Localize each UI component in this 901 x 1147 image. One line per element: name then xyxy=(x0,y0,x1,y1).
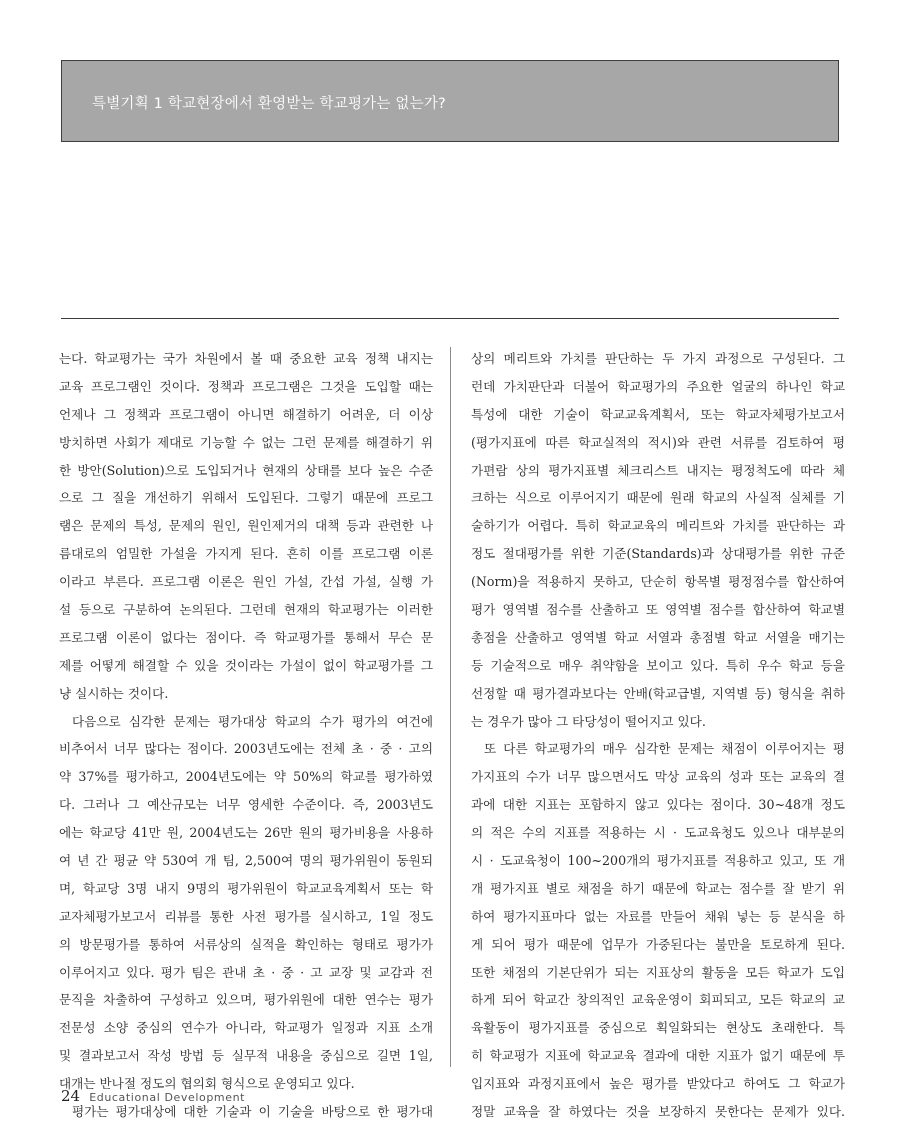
body-text-line: 특성에 대한 기술이 학교교육계획서, 또는 학교자체평가보고서 xyxy=(471,406,845,422)
body-text-line: 에는 학교당 41만 원, 2004년도는 26만 원의 평가비용을 사용하 xyxy=(59,825,433,841)
body-text-line: 평가는 평가대상에 대한 기술과 이 기술을 바탕으로 한 평가대 xyxy=(72,1104,433,1120)
body-text-line: 총점을 산출하고 영역별 학교 서열과 총점별 학교 서열을 매기는 xyxy=(471,629,845,645)
body-text-line: 게 되어 평가 때문에 업무가 가중된다는 불만을 토로하게 된다. xyxy=(471,936,845,952)
feature-header-box xyxy=(61,60,839,142)
body-text-line: 또 다른 학교평가의 매우 심각한 문제는 채점이 이루어지는 평 xyxy=(484,741,845,757)
body-text-line: 램은 문제의 특성, 문제의 원인, 원인제거의 대책 등과 관련한 나 xyxy=(59,518,433,534)
body-text-line: 정도 절대평가를 위한 기준(Standards)과 상대평가를 위한 규준 xyxy=(471,546,845,562)
body-text-line: 상의 메리트와 가치를 판단하는 두 가지 과정으로 구성된다. 그 xyxy=(471,351,845,366)
body-text-line: 의 방문평가를 통하여 서류상의 실적을 확인하는 형태로 평가가 xyxy=(59,936,433,952)
body-text-line: 선정할 때 평가결과보다는 안배(학교급별, 지역별 등) 형식을 취하 xyxy=(471,685,845,701)
body-text-line: 및 결과보고서 작성 방법 등 실무적 내용을 중심으로 길면 1일, xyxy=(59,1048,433,1064)
section-divider-rule xyxy=(61,318,839,319)
body-text-line: 언제나 그 정책과 프로그램이 아니면 해결하기 어려운, 더 이상 xyxy=(59,406,433,422)
body-text-line: 정말 교육을 잘 하였다는 것을 보장하지 못한다는 문제가 있다. xyxy=(471,1104,845,1120)
body-text-line: 육활동이 평가지표를 중심으로 획일화되는 현상도 초래한다. 특 xyxy=(471,1020,845,1036)
body-text-line: 는 경우가 많아 그 타당성이 떨어지고 있다. xyxy=(471,713,706,729)
body-text-line: 이루어지고 있다. 평가 팀은 관내 초 · 중 · 고 교장 및 교감과 전 xyxy=(59,964,433,980)
body-text-line: 프로그램 이론이 없다는 점이다. 즉 학교평가를 통해서 무슨 문 xyxy=(59,629,433,645)
body-text-line: 설 등으로 구분하여 논의된다. 그런데 현재의 학교평가는 이러한 xyxy=(59,602,433,618)
body-text-line: 대개는 반나절 정도의 협의회 형식으로 운영되고 있다. xyxy=(59,1076,355,1092)
body-text-line: 으로 그 질을 개선하기 위해서 도입된다. 그렇기 때문에 프로그 xyxy=(59,490,433,506)
body-text-line: 크하는 식으로 이루어지기 때문에 원래 학교의 사실적 실체를 기 xyxy=(471,490,845,506)
body-text-line: 가지표의 수가 너무 많으면서도 막상 교육의 성과 또는 교육의 결 xyxy=(471,769,845,785)
body-text-line: 여 년 간 평균 약 530여 개 팀, 2,500여 명의 평가위원이 동원되 xyxy=(59,853,433,869)
body-text-line: 시 · 도교육청이 100~200개의 평가지표를 적용하고 있고, 또 개 xyxy=(471,853,845,869)
body-text-line: 교육 프로그램인 것이다. 정책과 프로그램은 그것을 도입할 때는 xyxy=(59,378,433,394)
column-divider xyxy=(450,347,451,1067)
body-text-line: 하게 되어 학교간 창의적인 교육운영이 회피되고, 모든 학교의 교 xyxy=(471,992,845,1008)
body-text-line: 교자체평가보고서 리뷰를 통한 사전 평가를 실시하고, 1일 정도 xyxy=(59,908,433,924)
body-text-line: 문직을 차출하여 구성하고 있으며, 평가위원에 대한 연수는 평가 xyxy=(59,992,433,1008)
body-text-line: 가편람 상의 평가지표별 체크리스트 내지는 평정척도에 따라 체 xyxy=(471,462,845,478)
page-footer xyxy=(61,1086,245,1105)
body-text-line: 방치하면 사회가 제대로 기능할 수 없는 그런 문제를 해결하기 위 xyxy=(59,434,433,450)
right-text-column xyxy=(471,345,845,1126)
feature-title: 특별기획 1 학교현장에서 환영받는 학교평가는 없는가? xyxy=(92,96,446,112)
journal-name: Educational Development xyxy=(89,1091,246,1104)
body-text-line: 술하기가 어렵다. 특히 학교교육의 메리트와 가치를 판단하는 과 xyxy=(471,518,845,534)
body-text-line: 름대로의 엄밀한 가설을 가지게 된다. 흔히 이를 프로그램 이론 xyxy=(59,546,433,562)
left-text-column xyxy=(59,345,433,1126)
body-text-line: 의 적은 수의 지표를 적용하는 시 · 도교육청도 있으나 대부분의 xyxy=(471,825,845,841)
body-text-line: 히 학교평가 지표에 학교교육 결과에 대한 지표가 없기 때문에 투 xyxy=(471,1048,845,1064)
body-text-line: 과에 대한 지표는 포함하지 않고 있다는 점이다. 30~48개 정도 xyxy=(471,797,845,813)
body-text-line: 등 기술적으로 매우 취약함을 보이고 있다. 특히 우수 학교 등을 xyxy=(471,657,845,673)
body-text-line: 제를 어떻게 해결할 수 있을 것이라는 가설이 없이 학교평가를 그 xyxy=(59,657,433,673)
body-text-line: 비추어서 너무 많다는 점이다. 2003년도에는 전체 초 · 중 · 고의 xyxy=(59,741,433,757)
body-text-line: 런데 가치판단과 더불어 학교평가의 주요한 얼굴의 하나인 학교 xyxy=(471,378,845,394)
body-text-line: 는다. 학교평가는 국가 차원에서 볼 때 중요한 교육 정책 내지는 xyxy=(59,351,433,366)
body-text-line: 다음으로 심각한 문제는 평가대상 학교의 수가 평가의 여건에 xyxy=(72,713,433,729)
body-text-line: 개 평가지표 별로 채점을 하기 때문에 학교는 점수를 잘 받기 위 xyxy=(471,880,845,896)
page-number: 24 xyxy=(61,1087,81,1105)
body-text-line: 다. 그러나 그 예산규모는 너무 영세한 수준이다. 즉, 2003년도 xyxy=(59,797,433,813)
body-text-line: (Norm)을 적용하지 못하고, 단순히 항목별 평정점수를 합산하여 xyxy=(471,574,845,590)
body-text-line: 이라고 부른다. 프로그램 이론은 원인 가설, 간섭 가설, 실행 가 xyxy=(59,574,433,590)
body-text-line: 전문성 소양 중심의 연수가 아니라, 학교평가 일정과 지표 소개 xyxy=(59,1020,433,1036)
body-text-line: (평가지표에 따른 학교실적의 적시)와 관련 서류를 검토하여 평 xyxy=(471,434,845,450)
body-text-line: 평가 영역별 점수를 산출하고 또 영역별 점수를 합산하여 학교별 xyxy=(471,602,845,618)
body-text-line: 입지표와 과정지표에서 높은 평가를 받았다고 하여도 그 학교가 xyxy=(471,1076,845,1092)
body-text-line: 한 방안(Solution)으로 도입되거나 현재의 상태를 보다 높은 수준 xyxy=(59,462,433,478)
body-text-line: 또한 채점의 기본단위가 되는 지표상의 활동을 모든 학교가 도입 xyxy=(471,964,845,980)
body-text-line: 며, 학교당 3명 내지 9명의 평가위원이 학교교육계획서 또는 학 xyxy=(59,880,433,896)
body-text-line: 약 37%를 평가하고, 2004년도에는 약 50%의 학교를 평가하였 xyxy=(59,769,433,785)
body-text-line: 하여 평가지표마다 없는 자료를 만들어 채워 넣는 등 분식을 하 xyxy=(471,908,845,924)
body-text-line: 냥 실시하는 것이다. xyxy=(59,685,169,701)
